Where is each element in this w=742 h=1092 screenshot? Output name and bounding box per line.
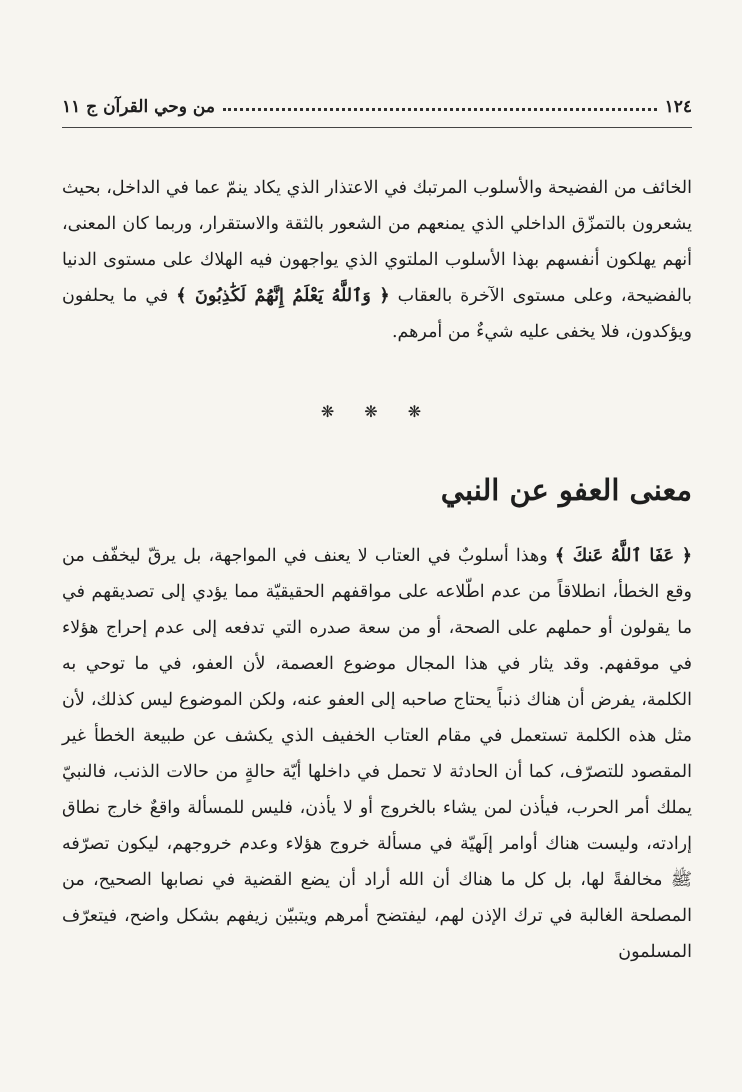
paragraph-text: في ما يحلفون ويؤكدون، فلا يخفى عليه شيءٌ من أمرهم. (62, 286, 692, 342)
separator-star-icon: ❋ (364, 402, 378, 421)
paragraph-continuation (62, 170, 692, 350)
page-number: ١٢٤ (664, 97, 692, 117)
section-paragraph (62, 538, 692, 970)
running-title: من وحي القرآن ج ١١ (62, 97, 215, 117)
separator-star-icon: ❋ (407, 402, 422, 421)
separator-star-icon: ❋ (320, 402, 335, 421)
section-separator (0, 402, 742, 421)
section-heading: معنى العفو عن النبي (440, 473, 692, 507)
paragraph-text: وهذا أسلوبٌ في العتاب لا يعنف في المواجهة، بل يرقّ ليخفّف من وقع الخطأ، انطلاقاً من عدم اطّلاعه على مواقفهم الحقيقيّة مما يؤدي إلى تصديقهم في ما يقولون أو حملهم على الصحة، أو من سعة صدره التي تدفعه إلى عدم إحراج هؤلاء في موقفهم. وقد يثار في هذا المجال موضوع العصمة، لأن العفو، في ما توحي به الكلمة، يفرض أن هناك ذنباً يحتاج صاحبه إلى العفو عنه، ولكن الموضوع ليس كذلك، لأن مثل هذه الكلمة تستعمل في مقام العتاب الخفيف الذي يكشف عن طبيعة الخطأ غير المقصود للتصرّف، كما أن الحادثة لا تحمل في داخلها أيّة حالةٍ من حالات الذنب، فالنبيّ يملك أمر الحرب، فيأذن لمن يشاء بالخروج أو لا يأذن، فليس للمسألة واقعٌ خارج نطاق إرادته، وليست هناك أوامر إلَهيّة في مسألة خروج هؤلاء وعدم خروجهم، ليكون تصرّفه ﷺ مخالفةً لها، بل كل ما هناك أن الله أراد أن يضع القضية في نصابها الصحيح، من المصلحة الغالبة في ترك الإذن لهم، ليفتضح أمرهم ويتبيّن زيفهم بشكل واضح، فيتعرّف المسلمون (62, 546, 692, 962)
dotted-leader (223, 108, 657, 111)
page-header (62, 92, 692, 122)
quran-verse: ﴿ وَٱللَّهُ يَعْلَمُ إِنَّهُمْ لَكَٰذِبُونَ ﴾ (176, 286, 390, 306)
header-rule (62, 127, 692, 128)
quran-verse: ﴿ عَفَا ٱللَّهُ عَنكَ ﴾ (554, 546, 692, 566)
paragraph-text: الخائف من الفضيحة والأسلوب المرتبك في الاعتذار الذي يكاد ينمّ عما في الداخل، بحيث يشعرون بالتمزّق الداخلي الذي يمنعهم من الشعور بالثقة والاستقرار، وربما كان المعنى، أنهم يهلكون أنفسهم بهذا الأسلوب الملتوي الذي يواجهون فيه الهلاك على مستوى الدنيا بالفضيحة، وعلى مستوى الآخرة بالعقاب (62, 178, 692, 306)
